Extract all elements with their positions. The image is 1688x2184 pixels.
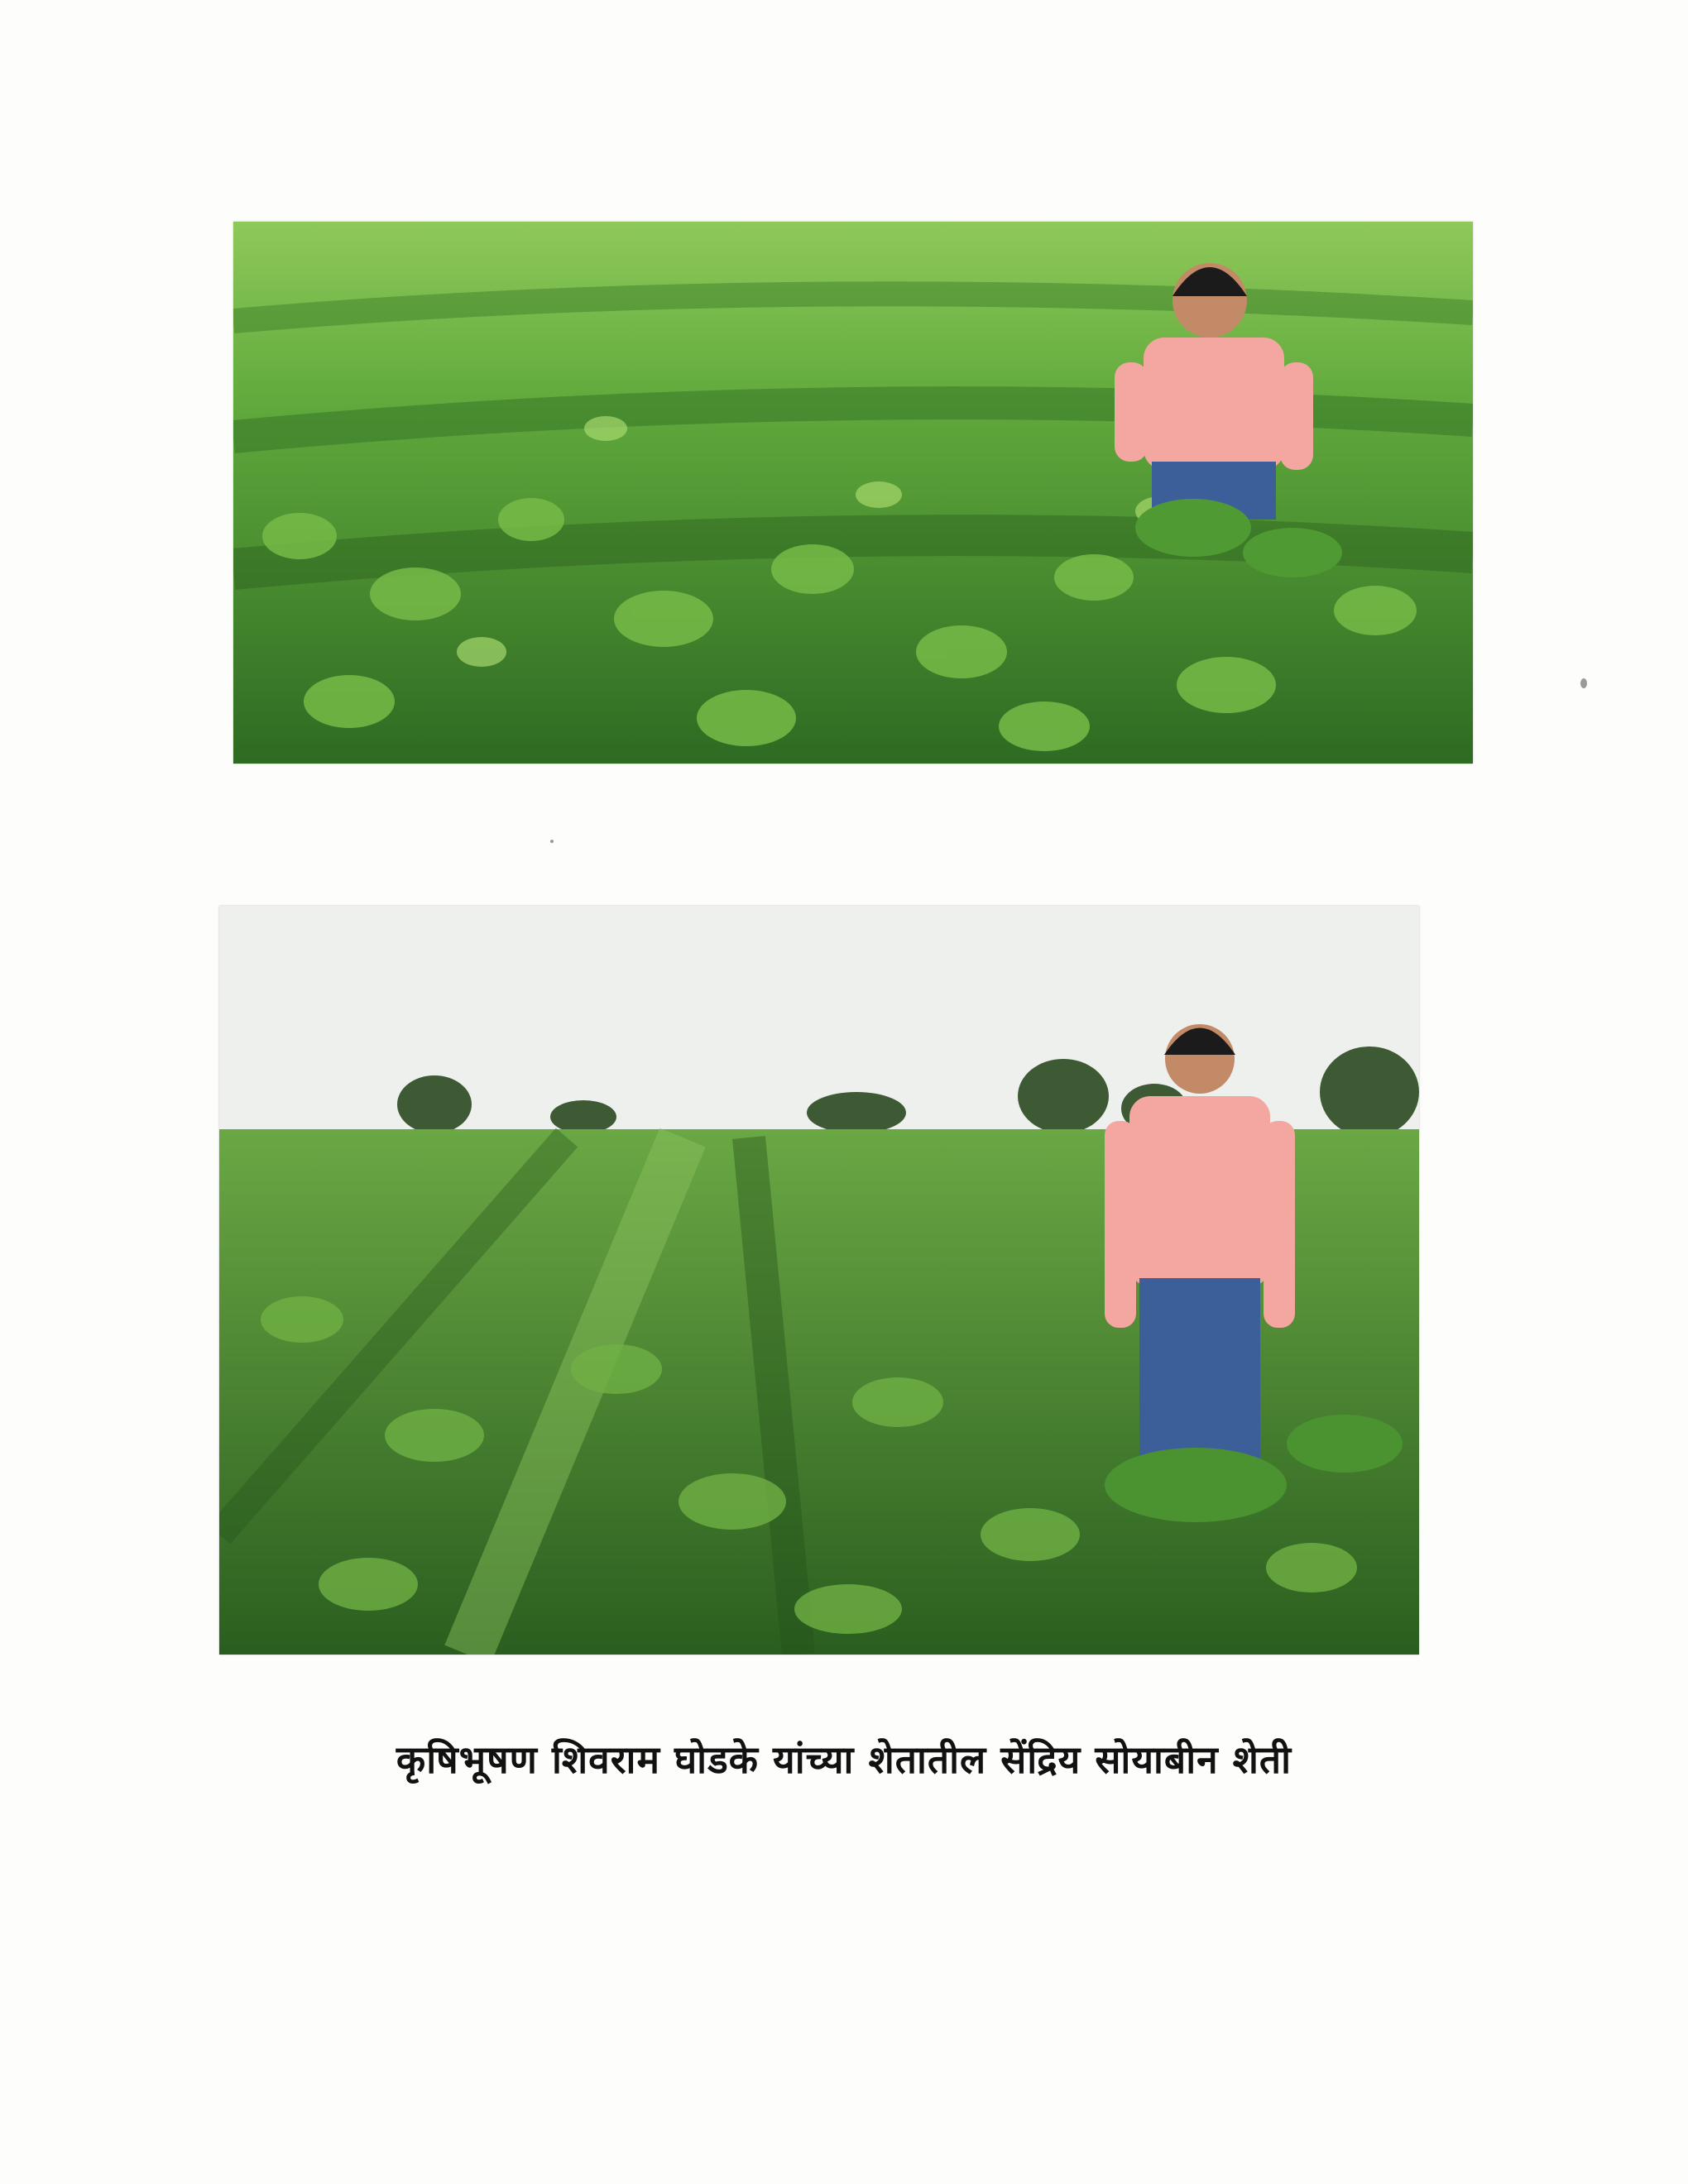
- soybean-field-photo-2: [219, 906, 1419, 1655]
- photo-bottom: [219, 906, 1419, 1655]
- caption-text: कृषिभूषण शिवराम घोडके यांच्या शेतातील सेंद्रिय सोयाबीन शेती: [396, 1737, 1292, 1782]
- photo-top: [233, 222, 1473, 764]
- scan-speck: [550, 840, 554, 843]
- scan-speck: [1580, 678, 1587, 688]
- soybean-field-photo-1: [233, 222, 1473, 764]
